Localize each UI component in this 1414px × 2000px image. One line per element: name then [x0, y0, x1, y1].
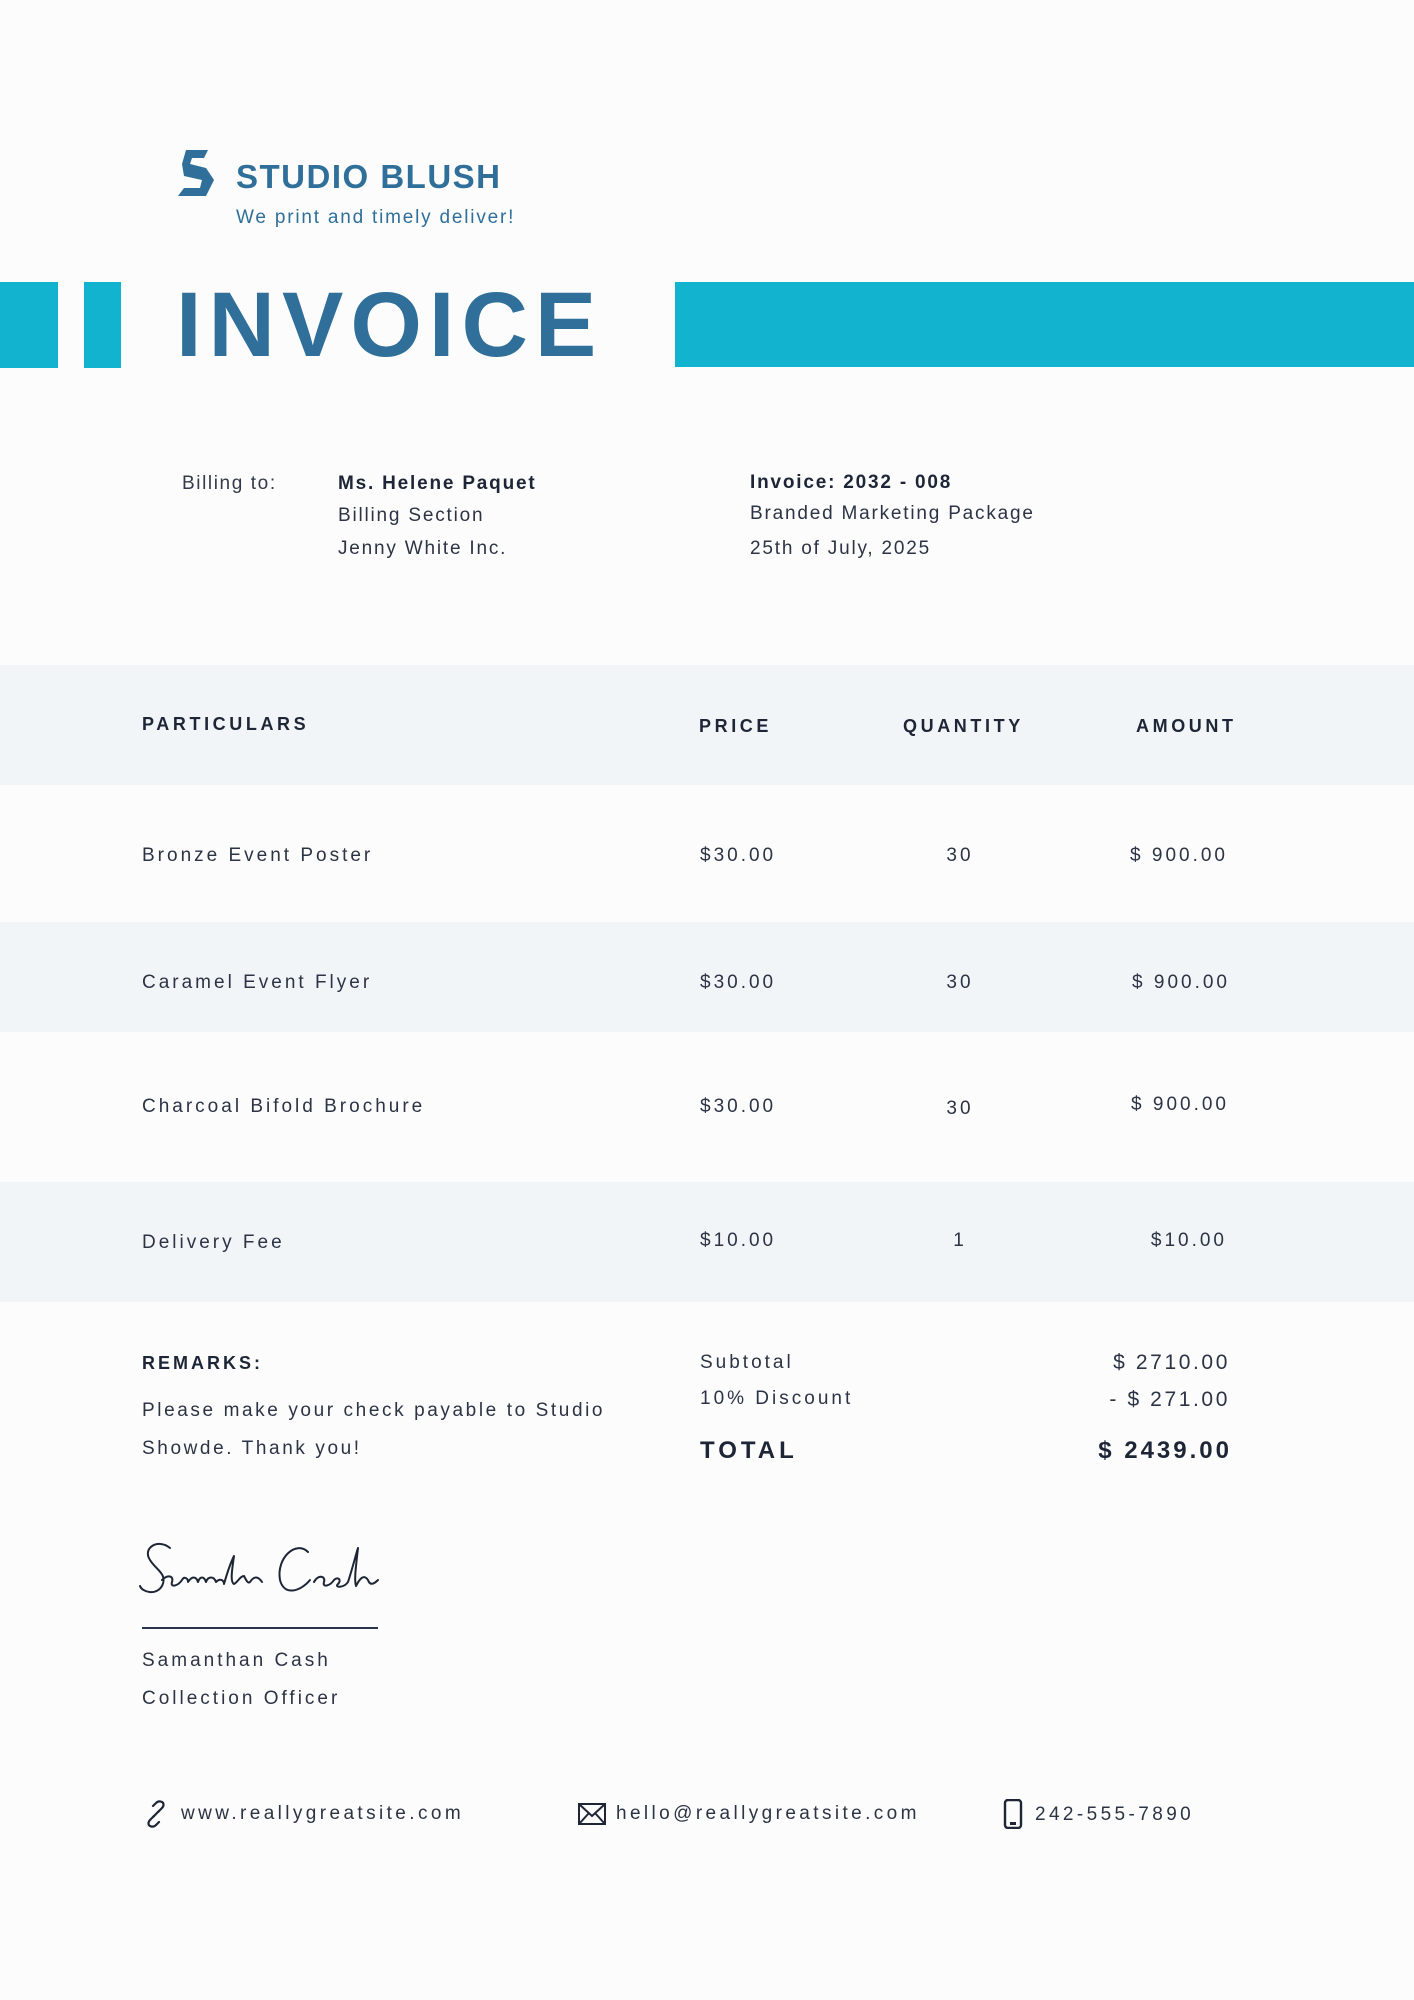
discount-label: 10% Discount	[700, 1388, 854, 1409]
invoice-number: Invoice: 2032 - 008	[750, 472, 953, 493]
billing-company: Jenny White Inc.	[338, 538, 508, 559]
row-item: Caramel Event Flyer	[142, 972, 373, 993]
page-title: INVOICE	[176, 274, 604, 376]
mail-icon	[577, 1801, 607, 1827]
signer-title: Collection Officer	[142, 1688, 341, 1709]
accent-bar-left-small	[84, 282, 121, 368]
row-quantity: 30	[946, 1098, 974, 1119]
row-price: $30.00	[700, 1096, 777, 1117]
row-price: $30.00	[700, 972, 777, 993]
billing-label: Billing to:	[182, 473, 277, 494]
discount-value: - $ 271.00	[1109, 1388, 1230, 1411]
row-quantity: 30	[946, 845, 974, 866]
brand-tagline: We print and timely deliver!	[236, 207, 516, 228]
footer-website[interactable]: www.reallygreatsite.com	[181, 1803, 465, 1824]
header-price: PRICE	[699, 716, 773, 736]
row-amount: $ 900.00	[1130, 845, 1228, 866]
link-icon	[142, 1800, 170, 1828]
signer-name: Samanthan Cash	[142, 1650, 331, 1671]
total-value: $ 2439.00	[1098, 1437, 1232, 1464]
row-amount: $ 900.00	[1131, 1094, 1229, 1115]
subtotal-label: Subtotal	[700, 1352, 794, 1373]
phone-icon	[1003, 1799, 1023, 1829]
header-quantity: QUANTITY	[903, 716, 1024, 736]
row-amount: $10.00	[1150, 1230, 1227, 1251]
brand-name: STUDIO BLUSH	[236, 158, 502, 195]
signature-image	[138, 1530, 398, 1620]
row-price: $10.00	[700, 1230, 777, 1251]
header-amount: AMOUNT	[1136, 716, 1237, 736]
row-item: Charcoal Bifold Brochure	[142, 1096, 426, 1117]
signature-line	[142, 1627, 378, 1629]
row-amount: $ 900.00	[1132, 972, 1230, 993]
row-quantity: 30	[946, 972, 974, 993]
billing-section: Billing Section	[338, 505, 485, 526]
total-label: TOTAL	[700, 1437, 798, 1464]
billing-name: Ms. Helene Paquet	[338, 473, 537, 494]
invoice-date: 25th of July, 2025	[750, 538, 931, 559]
remarks-text: Please make your check payable to Studio Showde. Thank you!	[142, 1400, 606, 1459]
invoice-project: Branded Marketing Package	[750, 503, 1035, 524]
row-item: Bronze Event Poster	[142, 845, 374, 866]
row-quantity: 1	[953, 1230, 967, 1251]
accent-bar-right	[675, 282, 1414, 367]
s-logo-icon	[178, 150, 220, 198]
remarks-label: REMARKS:	[142, 1353, 263, 1373]
footer-phone[interactable]: 242-555-7890	[1035, 1804, 1195, 1825]
accent-bar-left	[0, 282, 58, 368]
row-price: $30.00	[700, 845, 777, 866]
subtotal-value: $ 2710.00	[1113, 1351, 1230, 1374]
row-item: Delivery Fee	[142, 1232, 285, 1253]
header-particulars: PARTICULARS	[142, 714, 310, 734]
footer-email[interactable]: hello@reallygreatsite.com	[616, 1803, 920, 1824]
